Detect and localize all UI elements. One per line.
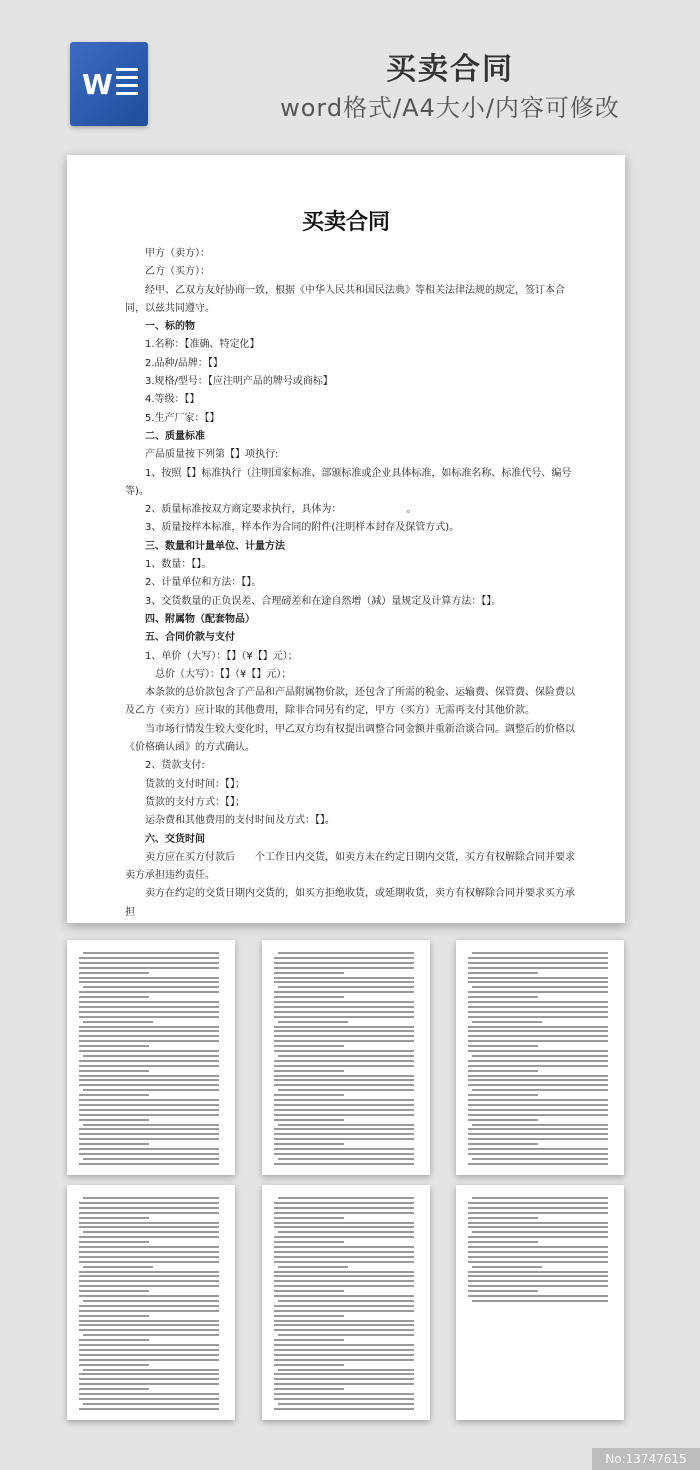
paragraph: 运杂费和其他费用的支付时间及方式：【】。: [145, 815, 335, 827]
paragraph: 3.规格/型号：【应注明产品的牌号或商标】: [145, 376, 333, 388]
thumbnail-text-line: [468, 1079, 608, 1081]
thumbnail-text-line: [278, 952, 414, 954]
thumbnail-text-line: [79, 1065, 219, 1067]
header: [0, 0, 700, 150]
thumbnail-text-line: [472, 986, 608, 988]
thumbnail-text-line: [468, 1246, 608, 1248]
thumbnail-text-line: [79, 1246, 219, 1248]
thumbnail-text-line: [274, 1060, 414, 1062]
thumbnail-text-line: [274, 1285, 414, 1287]
thumbnail-text-line: [79, 1329, 219, 1331]
thumbnail-text-line: [79, 1138, 219, 1140]
thumbnail-text-line: [79, 1143, 149, 1145]
thumbnail-text-line: [79, 991, 219, 993]
thumbnail-text-line: [274, 1236, 414, 1238]
thumbnail-text-line: [79, 1163, 219, 1165]
thumbnail-text-line: [468, 1290, 538, 1292]
thumbnail-page: [67, 1185, 235, 1420]
thumbnail-text-line: [274, 1006, 414, 1008]
thumbnail-text-line: [83, 986, 219, 988]
thumbnail-text-line: [468, 1222, 608, 1224]
thumbnail-text-line: [79, 1030, 219, 1032]
thumbnail-text-line: [274, 1275, 414, 1277]
thumbnail-text-line: [472, 1158, 608, 1160]
thumbnail-text-line: [79, 1320, 219, 1322]
thumbnail-text-line: [468, 1070, 538, 1072]
thumbnail-text-line: [79, 1364, 149, 1366]
paragraph: 乙方（买方）：: [145, 266, 210, 278]
thumbnail-text-line: [468, 1104, 608, 1106]
thumbnail-text-line: [274, 1310, 414, 1312]
thumbnail-text-line: [274, 1207, 414, 1209]
image-number: No:13747615: [592, 1448, 700, 1470]
paragraph: 1.名称：【准确、特定化】: [145, 339, 260, 351]
thumbnail-text-line: [79, 1393, 219, 1395]
thumbnail-text-line: [274, 1075, 414, 1077]
thumbnail-text-line: [83, 1124, 219, 1126]
thumbnail-text-line: [79, 1344, 219, 1346]
thumbnail-text-line: [274, 1251, 414, 1253]
thumbnail-text-line: [79, 1261, 219, 1263]
thumbnail-text-line: [274, 1354, 414, 1356]
thumbnail-text-line: [79, 1339, 149, 1341]
thumbnail-text-line: [274, 1364, 344, 1366]
thumbnail-text-line: [274, 1070, 344, 1072]
thumbnail-text-line: [274, 991, 414, 993]
thumbnail-text-line: [79, 1114, 219, 1116]
thumbnail-text-line: [79, 1084, 219, 1086]
page-title: 买卖合同: [386, 52, 514, 87]
thumbnail-text-line: [278, 1021, 348, 1023]
thumbnail-text-line: [468, 1099, 608, 1101]
thumbnail-text-line: [79, 1408, 219, 1410]
thumbnail-text-line: [79, 967, 219, 969]
document-page: [67, 155, 625, 923]
thumbnail-text-line: [472, 1055, 608, 1057]
thumbnail-text-line: [274, 1094, 344, 1096]
thumbnail-text-line: [468, 1026, 608, 1028]
thumbnail-text-line: [83, 1369, 219, 1371]
paragraph: 卖方应在买方付款后 个工作日内交货，如卖方未在约定日期内交货，买方有权解除合同并要求卖方承担违约责任。: [125, 851, 575, 882]
thumbnail-text-line: [468, 1226, 608, 1228]
thumbnail-text-line: [278, 986, 414, 988]
thumbnail-text-line: [278, 1055, 414, 1057]
thumbnail-text-line: [274, 1408, 414, 1410]
thumbnail-text-line: [79, 1256, 219, 1258]
thumbnail-text-line: [79, 1026, 219, 1028]
thumbnail-text-line: [278, 1300, 414, 1302]
thumbnail-text-line: [274, 1109, 414, 1111]
thumbnail-text-line: [468, 1045, 538, 1047]
paragraph: 3、质量按样本标准，样本作为合同的附件(注明样本封存及保管方式)。: [145, 522, 460, 534]
thumbnail-text-line: [79, 1045, 149, 1047]
thumbnail-text-line: [274, 1153, 414, 1155]
thumbnail-text-line: [79, 1324, 219, 1326]
thumbnail-text-line: [274, 1045, 344, 1047]
thumbnail-text-line: [79, 1099, 219, 1101]
thumbnail-text-line: [274, 1373, 414, 1375]
thumbnail-text-line: [274, 1261, 414, 1263]
thumbnail-text-line: [79, 996, 149, 998]
thumbnail-text-line: [274, 1148, 414, 1150]
thumbnail-text-line: [79, 1315, 149, 1317]
thumbnail-text-line: [274, 1344, 414, 1346]
thumbnail-text-line: [79, 1378, 219, 1380]
thumbnail-text-line: [79, 1241, 149, 1243]
thumbnail-text-line: [79, 1383, 219, 1385]
paragraph: 2、货款支付:: [145, 760, 205, 772]
thumbnail-text-line: [468, 972, 538, 974]
thumbnail-text-line: [79, 1222, 219, 1224]
thumbnail-text-line: [274, 1388, 344, 1390]
thumbnail-text-line: [274, 1099, 414, 1101]
thumbnail-text-line: [79, 1119, 149, 1121]
thumbnail-text-line: [468, 1202, 608, 1204]
thumbnail-text-line: [468, 1280, 608, 1282]
thumbnail-text-line: [274, 1040, 414, 1042]
thumbnail-text-line: [274, 1050, 414, 1052]
thumbnail-text-line: [278, 1124, 414, 1126]
thumbnail-text-line: [274, 1119, 344, 1121]
thumbnail-text-line: [274, 962, 414, 964]
thumbnail-text-line: [274, 1114, 414, 1116]
thumbnail-text-line: [83, 1158, 219, 1160]
thumbnail-text-line: [274, 1359, 414, 1361]
paragraph: 产品质量按下列第【】项执行:: [145, 449, 279, 461]
thumbnail-text-line: [274, 967, 414, 969]
thumbnail-text-line: [79, 1104, 219, 1106]
thumbnail-text-line: [468, 1016, 608, 1018]
thumbnail-text-line: [472, 952, 608, 954]
thumbnail-text-line: [278, 1369, 414, 1371]
thumbnail-text-line: [468, 981, 608, 983]
thumbnail-text-line: [468, 1251, 608, 1253]
thumbnail-text-line: [468, 1143, 538, 1145]
thumbnail-text-line: [83, 1197, 219, 1199]
document-title: 买卖合同: [301, 209, 390, 235]
thumbnail-text-line: [83, 1300, 219, 1302]
thumbnail-text-line: [79, 962, 219, 964]
thumbnail-text-line: [468, 1241, 538, 1243]
thumbnail-text-line: [274, 1001, 414, 1003]
thumbnail-text-line: [274, 1035, 414, 1037]
thumbnail-text-line: [468, 1006, 608, 1008]
thumbnail-text-line: [274, 1065, 414, 1067]
thumbnail-text-line: [274, 1079, 414, 1081]
thumbnail-text-line: [79, 1207, 219, 1209]
thumbnail-text-line: [274, 1084, 414, 1086]
thumbnail-text-line: [468, 1275, 608, 1277]
thumbnail-text-line: [83, 1055, 219, 1057]
thumbnail-text-line: [79, 1251, 219, 1253]
thumbnail-text-line: [274, 996, 344, 998]
thumbnail-text-line: [274, 1393, 414, 1395]
thumbnail-text-line: [472, 1124, 608, 1126]
thumbnail-text-line: [468, 1094, 538, 1096]
thumbnail-text-line: [278, 1334, 414, 1336]
thumbnail-text-line: [274, 1222, 414, 1224]
thumbnail-text-line: [274, 1241, 344, 1243]
thumbnail-text-line: [274, 1133, 414, 1135]
thumbnail-text-line: [79, 1226, 219, 1228]
section-heading: 四、附属物（配套物品）: [145, 613, 255, 625]
thumbnail-text-line: [468, 1084, 608, 1086]
thumbnail-text-line: [79, 1060, 219, 1062]
thumbnail-text-line: [472, 1231, 608, 1233]
thumbnail-text-line: [79, 972, 149, 974]
thumbnail-text-line: [468, 1001, 608, 1003]
thumbnail-text-line: [274, 1295, 414, 1297]
thumbnail-text-line: [468, 996, 538, 998]
thumbnail-text-line: [278, 1266, 348, 1268]
thumbnail-text-line: [274, 1271, 414, 1273]
thumbnail-text-line: [79, 1359, 219, 1361]
thumbnail-text-line: [79, 1271, 219, 1273]
thumbnail-text-line: [274, 1016, 414, 1018]
thumbnail-text-line: [79, 1305, 219, 1307]
thumbnail-text-line: [79, 1070, 149, 1072]
thumbnail-text-line: [274, 1104, 414, 1106]
thumbnail-text-line: [274, 1398, 414, 1400]
thumbnail-text-line: [274, 957, 414, 959]
thumbnail-text-line: [274, 1315, 344, 1317]
thumbnail-text-line: [79, 1285, 219, 1287]
thumbnail-text-line: [468, 1256, 608, 1258]
thumbnail-text-line: [274, 1163, 414, 1165]
thumbnail-text-line: [79, 1354, 219, 1356]
thumbnail-text-line: [468, 1060, 608, 1062]
thumbnail-text-line: [472, 1266, 542, 1268]
thumbnail-text-line: [468, 1153, 608, 1155]
thumbnail-text-line: [472, 1197, 608, 1199]
thumbnail-text-line: [79, 1094, 149, 1096]
thumbnail-text-line: [274, 972, 344, 974]
thumbnail-text-line: [274, 1339, 344, 1341]
thumbnail-page: [456, 1185, 624, 1420]
thumbnail-text-line: [468, 1261, 608, 1263]
thumbnail-text-line: [468, 991, 608, 993]
thumbnail-text-line: [79, 1075, 219, 1077]
thumbnail-text-line: [472, 1089, 608, 1091]
thumbnail-text-line: [274, 1290, 344, 1292]
thumbnail-text-line: [468, 1217, 538, 1219]
thumbnail-text-line: [468, 1148, 608, 1150]
thumbnail-text-line: [274, 1256, 414, 1258]
thumbnail-text-line: [274, 1202, 414, 1204]
thumbnail-text-line: [274, 1143, 344, 1145]
thumbnail-text-line: [274, 1320, 414, 1322]
thumbnail-text-line: [83, 1334, 219, 1336]
thumbnail-text-line: [79, 957, 219, 959]
thumbnail-page: [456, 940, 624, 1175]
thumbnail-text-line: [83, 1266, 153, 1268]
thumbnail-text-line: [468, 1271, 608, 1273]
thumbnail-text-line: [468, 1030, 608, 1032]
thumbnail-text-line: [468, 1119, 538, 1121]
thumbnail-page: [262, 1185, 430, 1420]
thumbnail-text-line: [468, 1163, 608, 1165]
thumbnail-text-line: [274, 1349, 414, 1351]
thumbnail-text-line: [79, 977, 219, 979]
thumbnail-text-line: [79, 1280, 219, 1282]
paragraph: 货款的支付方式：【】；: [145, 796, 245, 808]
paragraph: 2.品种/品牌：【】: [145, 357, 223, 369]
thumbnail-text-line: [472, 1021, 542, 1023]
thumbnail-page: [262, 940, 430, 1175]
thumbnail-text-line: [79, 1128, 219, 1130]
paragraph: 1、单价（大写）：【】（¥【】元）；: [145, 650, 298, 662]
thumbnail-text-line: [468, 1114, 608, 1116]
thumbnail-text-line: [274, 1329, 414, 1331]
section-heading: 二、质量标准: [145, 430, 205, 442]
page-subtitle: word格式/A4大小/内容可修改: [280, 94, 620, 122]
thumbnail-text-line: [79, 1290, 149, 1292]
document-body: [125, 245, 579, 922]
word-icon-letter: W: [82, 68, 113, 101]
thumbnail-text-line: [274, 1217, 344, 1219]
thumbnail-text-line: [79, 1011, 219, 1013]
thumbnail-text-line: [468, 1212, 608, 1214]
thumbnail-text-line: [79, 981, 219, 983]
word-icon: [70, 42, 148, 126]
paragraph: 甲方（卖方）：: [145, 248, 210, 259]
thumbnail-text-line: [274, 977, 414, 979]
thumbnail-page: [67, 940, 235, 1175]
thumbnail-text-line: [79, 1373, 219, 1375]
thumbnail-text-line: [79, 1148, 219, 1150]
paragraph: 3、交货数量的正负误差、合理磅差和在途自然增（减）量规定及计算方法：【】。: [145, 595, 502, 607]
paragraph: 经甲、乙双方友好协商一致，根据《中华人民共和国民法典》等相关法律法规的规定，签订本合同，以兹共同遵守。: [125, 284, 565, 314]
thumbnail-text-line: [79, 1133, 219, 1135]
thumbnail-text-line: [79, 1050, 219, 1052]
thumbnail-text-line: [274, 1212, 414, 1214]
thumbnail-text-line: [274, 981, 414, 983]
thumbnail-text-line: [274, 1030, 414, 1032]
thumbnail-text-line: [274, 1138, 414, 1140]
thumbnail-text-line: [83, 1021, 153, 1023]
thumbnail-text-line: [274, 1305, 414, 1307]
thumbnail-text-line: [468, 962, 608, 964]
thumbnail-text-line: [79, 1349, 219, 1351]
thumbnail-text-line: [274, 1026, 414, 1028]
thumbnail-text-line: [274, 1378, 414, 1380]
paragraph: 本条款的总价款包含了产品和产品附属物价款，还包含了所需的税金、运输费、保管费、保险费以及乙方（卖方）应计取的其他费用，除非合同另有约定，甲方（买方）无需再支付其他价款。: [125, 687, 575, 717]
thumbnail-text-line: [83, 952, 219, 954]
thumbnail-text-line: [79, 1202, 219, 1204]
thumbnail-text-line: [468, 1050, 608, 1052]
thumbnail-text-line: [274, 1383, 414, 1385]
thumbnail-text-line: [468, 1207, 608, 1209]
thumbnail-text-line: [468, 1065, 608, 1067]
thumbnail-text-line: [468, 1109, 608, 1111]
thumbnail-text-line: [79, 1236, 219, 1238]
thumbnail-text-line: [274, 1011, 414, 1013]
thumbnail-text-line: [278, 1089, 414, 1091]
paragraph: 1、数量：【】。: [145, 559, 212, 571]
section-heading: 三、数量和计量单位、计量方法: [145, 540, 285, 552]
thumbnail-text-line: [79, 1275, 219, 1277]
thumbnail-text-line: [468, 1040, 608, 1042]
paragraph: 4.等级：【】: [145, 394, 200, 406]
thumbnail-text-line: [468, 1236, 608, 1238]
thumbnail-text-line: [468, 1295, 608, 1297]
thumbnail-text-line: [278, 1231, 414, 1233]
paragraph: 2、质量标准按双方商定要求执行，具体为： 。: [145, 504, 417, 516]
thumbnail-text-line: [274, 1226, 414, 1228]
thumbnail-text-line: [79, 1016, 219, 1018]
thumbnail-text-line: [79, 1295, 219, 1297]
thumbnail-text-line: [79, 1310, 219, 1312]
thumbnail-text-line: [468, 957, 608, 959]
thumbnail-text-line: [468, 1138, 608, 1140]
section-heading: 六、交货时间: [145, 833, 205, 845]
thumbnail-text-line: [468, 1128, 608, 1130]
paragraph: 总价（大写）：【】（¥【】元）；: [155, 668, 292, 680]
paragraph: 货款的支付时间：【】；: [145, 778, 245, 790]
thumbnail-text-line: [468, 1035, 608, 1037]
thumbnail-text-line: [79, 1153, 219, 1155]
thumbnail-text-line: [472, 1300, 608, 1302]
thumbnail-text-line: [468, 1285, 608, 1287]
thumbnail-text-line: [79, 1212, 219, 1214]
paragraph: 5.生产厂家：【】: [145, 412, 220, 424]
thumbnail-text-line: [83, 1403, 219, 1405]
thumbnail-text-line: [79, 1109, 219, 1111]
thumbnail-text-line: [468, 967, 608, 969]
thumbnail-text-line: [79, 1035, 219, 1037]
thumbnail-text-line: [79, 1040, 219, 1042]
thumbnail-text-line: [468, 977, 608, 979]
thumbnail-text-line: [468, 1011, 608, 1013]
paragraph: 卖方在约定的交货日期内交货的，如买方拒绝收货，或延期收货，卖方有权解除合同并要求买方承担: [125, 888, 575, 918]
thumbnail-text-line: [83, 1089, 219, 1091]
thumbnail-text-line: [79, 1388, 149, 1390]
thumbnail-text-line: [274, 1246, 414, 1248]
thumbnail-text-line: [274, 1280, 414, 1282]
paragraph: 2、计量单位和方法：【】。: [145, 577, 262, 589]
thumbnail-text-line: [278, 1158, 414, 1160]
thumbnail-text-line: [79, 1079, 219, 1081]
section-heading: 一、标的物: [145, 321, 195, 333]
thumbnail-text-line: [468, 1075, 608, 1077]
thumbnail-text-line: [79, 1001, 219, 1003]
paragraph: 1、按照【】标准执行（注明国家标准、部颁标准或企业具体标准，如标准名称、标准代号、编号等)。: [125, 467, 572, 497]
thumbnail-text-line: [468, 1133, 608, 1135]
thumbnail-text-line: [278, 1403, 414, 1405]
section-heading: 五、合同价款与支付: [145, 632, 235, 644]
paragraph: 当市场行情发生较大变化时，甲乙双方均有权提出调整合同金额并重新洽谈合同。调整后的价格以《价格确认函》的方式确认。: [125, 723, 575, 754]
thumbnail-text-line: [79, 1006, 219, 1008]
thumbnail-text-line: [79, 1217, 149, 1219]
thumbnail-text-line: [274, 1324, 414, 1326]
thumbnail-text-line: [79, 1398, 219, 1400]
thumbnail-text-line: [83, 1231, 219, 1233]
thumbnail-text-line: [274, 1128, 414, 1130]
thumbnail-text-line: [278, 1197, 414, 1199]
